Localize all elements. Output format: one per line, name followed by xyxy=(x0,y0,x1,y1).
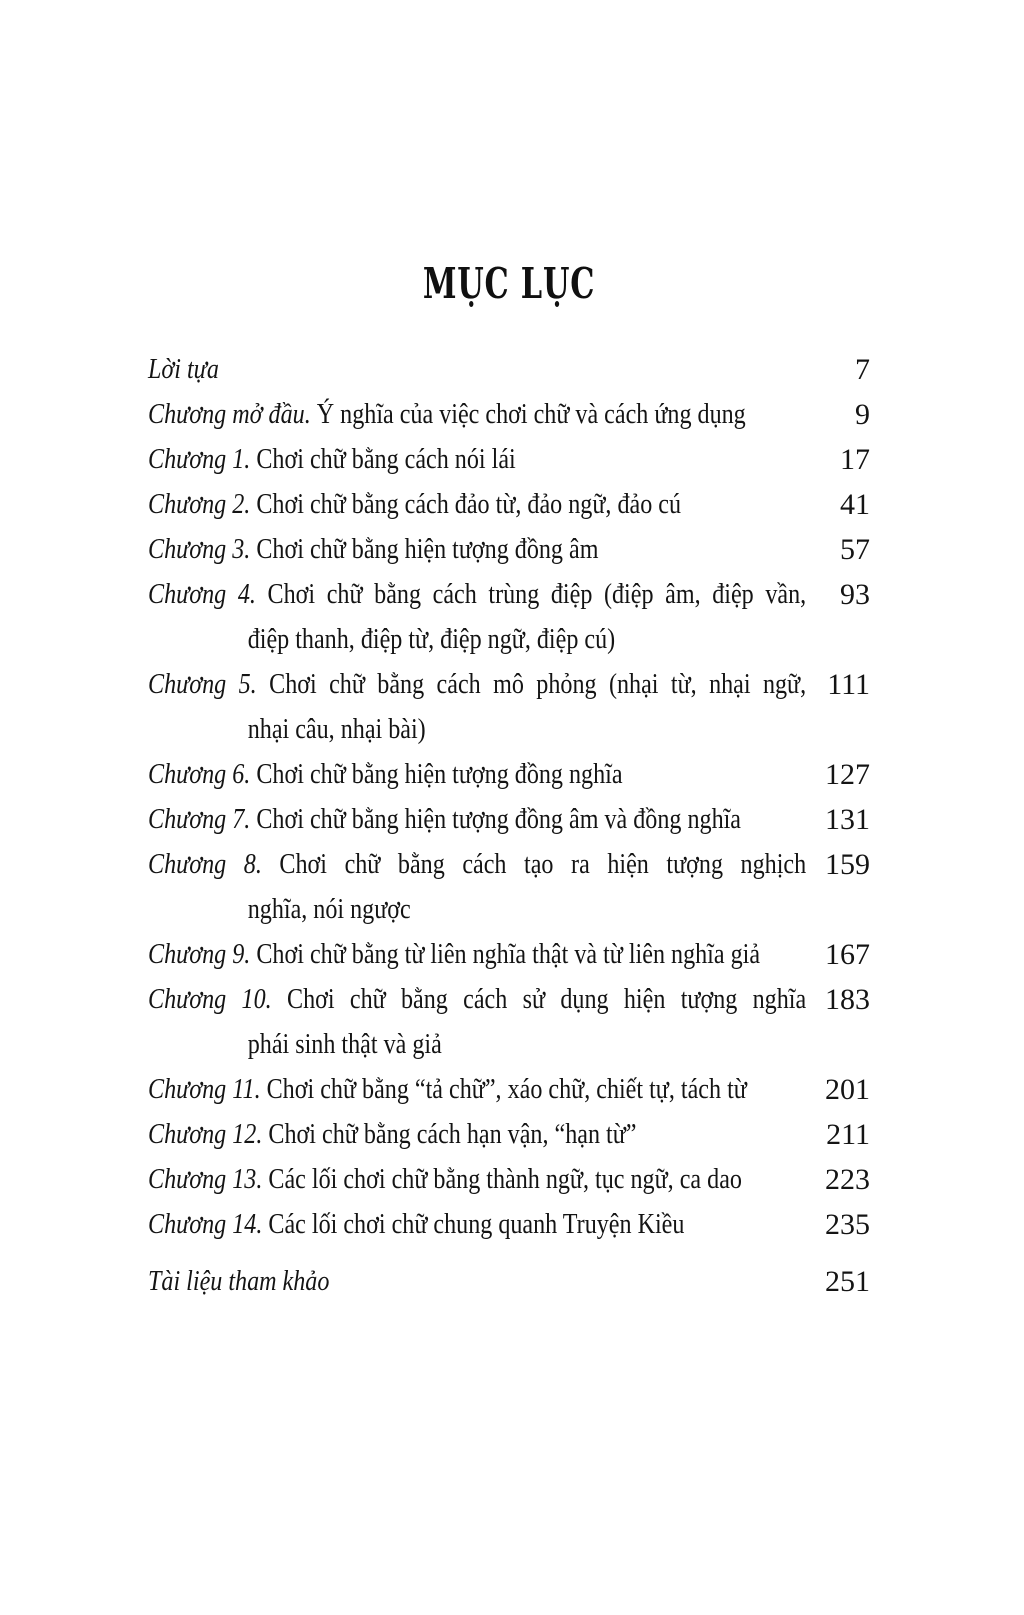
toc-entry-text xyxy=(148,1259,806,1304)
toc-entry-title: Chơi chữ bằng cách trùng điệp (điệp âm, điệp vần, xyxy=(255,578,807,610)
toc-entry-label: Chương 9. xyxy=(148,938,251,970)
toc-entry-title: Chơi chữ bằng từ liên nghĩa thật và từ liên nghĩa giả xyxy=(250,938,761,970)
toc-entry-continuation: điệp thanh, điệp từ, điệp ngữ, điệp cú) xyxy=(247,623,616,655)
toc-entry-line xyxy=(148,572,806,617)
toc-entry-line xyxy=(148,932,806,977)
toc-entry-text xyxy=(148,662,806,752)
toc-entry-text xyxy=(148,1067,806,1112)
toc-list xyxy=(148,347,870,1304)
toc-entry xyxy=(148,1112,870,1157)
toc-entry-label: Chương 3. xyxy=(148,533,251,565)
toc-entry-line xyxy=(148,437,806,482)
toc-entry-label: Chương 7. xyxy=(148,803,251,835)
toc-entry-label: Chương 6. xyxy=(148,758,251,790)
toc-entry-page-number: 183 xyxy=(825,983,870,1016)
toc-entry xyxy=(148,1202,870,1247)
toc-entry xyxy=(148,752,870,797)
toc-entry xyxy=(148,1259,870,1304)
toc-entry-line xyxy=(148,977,806,1022)
toc-entry-title: Chơi chữ bằng cách hạn vận, “hạn từ” xyxy=(262,1118,637,1150)
toc-entry-text xyxy=(148,482,806,527)
toc-entry-text xyxy=(148,437,806,482)
toc-entry-text xyxy=(148,572,806,662)
toc-entry-page-number: 251 xyxy=(825,1265,870,1298)
toc-entry-label: Tài liệu tham khảo xyxy=(148,1265,330,1297)
toc-entry-page-number: 57 xyxy=(840,533,870,566)
toc-entry xyxy=(148,347,870,392)
toc-entry-page-number: 131 xyxy=(825,803,870,836)
toc-entry-line xyxy=(148,797,806,842)
toc-entry-page-number: 127 xyxy=(825,758,870,791)
toc-entry-title: Chơi chữ bằng “tả chữ”, xáo chữ, chiết tự, tách từ xyxy=(260,1073,747,1105)
toc-entry-continuation: nghĩa, nói ngược xyxy=(247,893,411,925)
toc-entry-continuation: phái sinh thật và giả xyxy=(247,1028,442,1060)
toc-entry-line xyxy=(148,1067,806,1112)
toc-entry-continuation: nhại câu, nhại bài) xyxy=(247,713,426,745)
toc-entry-line xyxy=(148,1202,806,1247)
toc-entry-page-number: 9 xyxy=(855,398,870,431)
toc-entry-page-number: 93 xyxy=(840,578,870,611)
toc-entry-text xyxy=(148,797,806,842)
toc-entry-label: Chương 10. xyxy=(148,983,272,1015)
toc-entry-line xyxy=(148,1259,806,1304)
toc-entry-page-number: 111 xyxy=(827,668,870,701)
toc-entry-line xyxy=(148,527,806,572)
toc-entry-title: Ý nghĩa của việc chơi chữ và cách ứng dụng xyxy=(310,398,746,430)
toc-entry-label: Chương 1. xyxy=(148,443,251,475)
toc-entry-page-number: 201 xyxy=(825,1073,870,1106)
toc-entry xyxy=(148,977,870,1067)
toc-entry xyxy=(148,527,870,572)
toc-entry-label: Chương 2. xyxy=(148,488,251,520)
toc-entry-line xyxy=(148,662,806,707)
toc-entry-title: Chơi chữ bằng hiện tượng đồng nghĩa xyxy=(250,758,623,790)
toc-entry-label: Chương 12. xyxy=(148,1118,263,1150)
toc-entry xyxy=(148,1067,870,1112)
toc-entry-title: Chơi chữ bằng hiện tượng đồng âm và đồng nghĩa xyxy=(250,803,742,835)
toc-entry-label: Lời tựa xyxy=(148,353,219,385)
toc-entry-label: Chương 11. xyxy=(148,1073,261,1105)
toc-entry-line xyxy=(148,347,806,392)
toc-entry-page-number: 159 xyxy=(825,848,870,881)
toc-entry-page-number: 17 xyxy=(840,443,870,476)
toc-entry-title: Chơi chữ bằng cách sử dụng hiện tượng nghĩa xyxy=(271,983,807,1015)
toc-entry xyxy=(148,572,870,662)
toc-entry-title: Chơi chữ bằng cách tạo ra hiện tượng nghịch xyxy=(261,848,807,880)
toc-entry-text xyxy=(148,752,806,797)
toc-entry-text xyxy=(148,977,806,1067)
toc-entry-page-number: 223 xyxy=(825,1163,870,1196)
toc-entry xyxy=(148,842,870,932)
toc-entry-text xyxy=(148,932,806,977)
toc-entry-text xyxy=(148,842,806,932)
toc-entry-title: Chơi chữ bằng cách nói lái xyxy=(250,443,516,475)
toc-entry-text xyxy=(148,347,806,392)
page-title: MỤC LỤC xyxy=(422,258,596,309)
toc-entry-title: Chơi chữ bằng cách đảo từ, đảo ngữ, đảo cú xyxy=(250,488,682,520)
toc-entry-title: Các lối chơi chữ chung quanh Truyện Kiều xyxy=(262,1208,685,1240)
toc-entry-label: Chương 5. xyxy=(148,668,257,700)
toc-entry xyxy=(148,932,870,977)
toc-entry-line xyxy=(148,752,806,797)
toc-entry-label: Chương 4. xyxy=(148,578,256,610)
toc-entry-label: Chương 8. xyxy=(148,848,262,880)
toc-entry-page-number: 41 xyxy=(840,488,870,521)
toc-entry-line xyxy=(148,392,806,437)
toc-entry-text xyxy=(148,1157,806,1202)
toc-entry-text xyxy=(148,1202,806,1247)
toc-entry-title: Chơi chữ bằng hiện tượng đồng âm xyxy=(250,533,599,565)
toc-entry-title: Chơi chữ bằng cách mô phỏng (nhại từ, nhại ngữ, xyxy=(256,668,807,700)
toc-entry xyxy=(148,392,870,437)
toc-entry-page-number: 211 xyxy=(826,1118,870,1151)
toc-entry-text xyxy=(148,1112,806,1157)
toc-entry-label: Chương mở đầu. xyxy=(148,398,311,430)
toc-entry xyxy=(148,437,870,482)
toc-entry-label: Chương 14. xyxy=(148,1208,263,1240)
toc-entry xyxy=(148,482,870,527)
toc-entry-page-number: 167 xyxy=(825,938,870,971)
toc-entry-line xyxy=(148,482,806,527)
toc-entry-title: Các lối chơi chữ bằng thành ngữ, tục ngữ, ca dao xyxy=(262,1163,742,1195)
toc-entry xyxy=(148,662,870,752)
toc-entry-line xyxy=(148,1157,806,1202)
toc-entry-text xyxy=(148,527,806,572)
toc-entry-page-number: 7 xyxy=(855,353,870,386)
toc-entry-label: Chương 13. xyxy=(148,1163,263,1195)
toc-entry xyxy=(148,797,870,842)
toc-content xyxy=(148,258,870,1304)
toc-entry-line xyxy=(148,1112,806,1157)
toc-entry-line xyxy=(148,842,806,887)
toc-entry xyxy=(148,1157,870,1202)
toc-entry-page-number: 235 xyxy=(825,1208,870,1241)
toc-entry-text xyxy=(148,392,806,437)
